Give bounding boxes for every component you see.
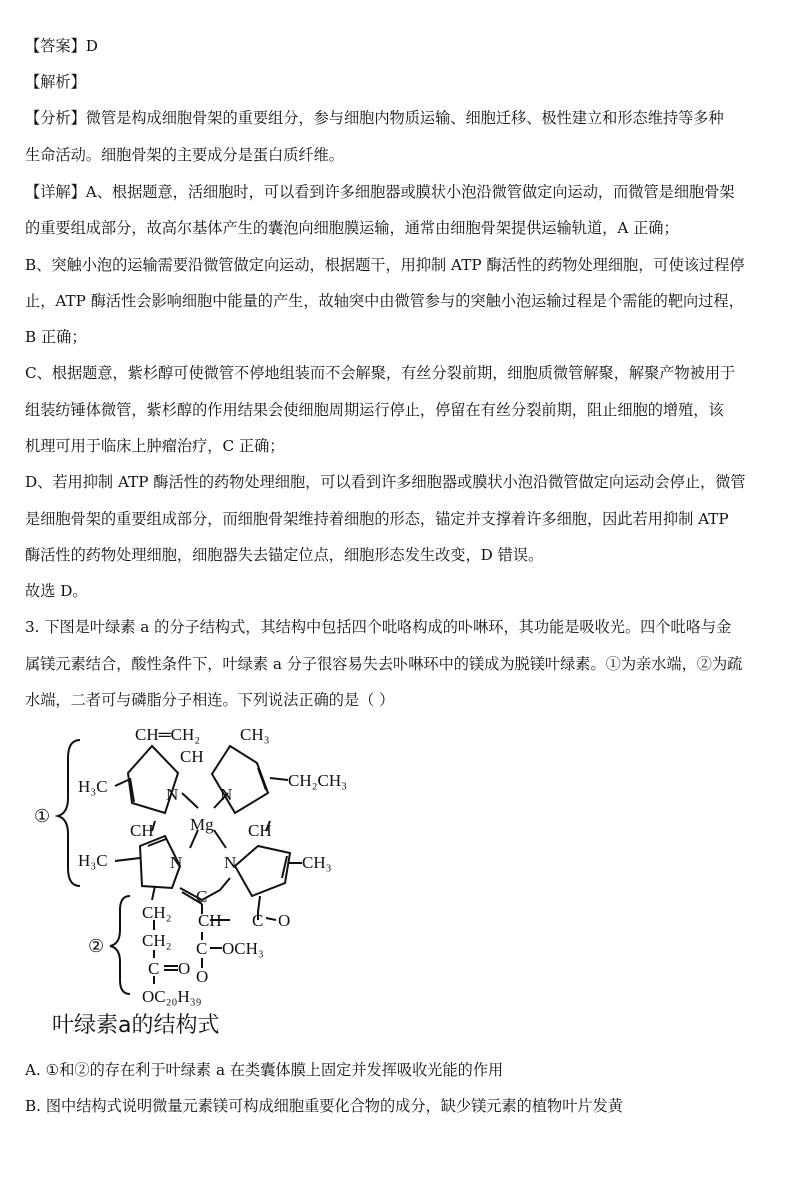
- question-line: 属镁元素结合，酸性条件下，叶绿素 a 分子很容易失去卟啉环中的镁成为脱镁叶绿素。①为亲水端，②为疏: [25, 655, 743, 673]
- label-och3: OCH₃: [222, 939, 264, 958]
- figure-caption: 叶绿素a的结构式: [52, 1013, 220, 1038]
- bracket-region-1: [58, 740, 80, 886]
- label-h3c-1: H₃C: [78, 777, 108, 796]
- label-ch2-1: CH₂: [142, 903, 172, 922]
- option-b: B. 图中结构式说明微量元素镁可构成细胞重要化合物的成分，缺少镁元素的植物叶片发黄: [25, 1097, 623, 1115]
- atom-labels: [34, 725, 347, 1006]
- detail-line: 故选 D。: [25, 582, 88, 600]
- label-ch-left: CH: [130, 821, 154, 840]
- label-ch3-top: CH₃: [240, 725, 270, 744]
- label-vinyl: CH═CH₂: [135, 725, 201, 744]
- detail-line: D、若用抑制 ATP 酶活性的药物处理细胞，可以看到许多细胞器或膜状小泡沿微管做定向运动会停止，微管: [25, 473, 746, 491]
- label-n4: N: [224, 853, 237, 872]
- label-o-keto: O: [278, 911, 291, 930]
- detail-line: 的重要组成部分，故高尔基体产生的囊泡向细胞膜运输，通常由细胞骨架提供运输轨道，A 正确；: [25, 219, 679, 237]
- answer-line: 【答案】D: [25, 37, 98, 55]
- label-ch-right: CH: [248, 821, 272, 840]
- label-c-keto: C: [252, 911, 264, 930]
- analysis-heading: 【解析】: [25, 73, 86, 91]
- label-c-mid: C: [196, 887, 208, 906]
- detail-line: 酶活性的药物处理细胞，细胞器失去锚定位点，细胞形态发生改变，D 错误。: [25, 546, 544, 564]
- question-line: 3. 下图是叶绿素 a 的分子结构式，其结构中包括四个吡咯构成的卟啉环，其功能是吸收光。四个吡咯与金: [25, 618, 732, 636]
- label-region-2: ②: [88, 936, 105, 956]
- label-n1: N: [166, 785, 179, 804]
- label-o-phytyl: O: [178, 959, 191, 978]
- detail-line: C、根据题意，紫杉醇可使微管不停地组装而不会解聚，有丝分裂前期，细胞质微管解聚，解聚产物被用于: [25, 364, 736, 382]
- option-a: A. ①和②的存在利于叶绿素 a 在类囊体膜上固定并发挥吸收光能的作用: [25, 1061, 504, 1079]
- label-ch-top: CH: [180, 747, 204, 766]
- label-n2: N: [220, 785, 233, 804]
- label-h3c-2: H₃C: [78, 851, 108, 870]
- detail-line: 是细胞骨架的重要组成部分，而细胞骨架维持着细胞的形态，锚定并支撑着许多细胞，因此若用抑制 ATP: [25, 510, 729, 528]
- label-c-ester: C: [196, 939, 208, 958]
- question-line: 水端，二者可与磷脂分子相连。下列说法正确的是（ ）: [25, 691, 395, 709]
- label-c-phytyl: C: [148, 959, 160, 978]
- detail-line: 止，ATP 酶活性会影响细胞中能量的产生，故轴突中由微管参与的突触小泡运输过程是个需能的靶向过程，: [25, 292, 744, 310]
- label-ch2-2: CH₂: [142, 931, 172, 950]
- detail-line: 【详解】A、根据题意，活细胞时，可以看到许多细胞器或膜状小泡沿微管做定向运动，而微管是细胞骨架: [25, 183, 735, 201]
- label-ch3-right: CH₃: [302, 853, 332, 872]
- detail-line: 机理可用于临床上肿瘤治疗，C 正确；: [25, 437, 285, 455]
- label-mg: Mg: [190, 815, 214, 834]
- label-n3: N: [170, 853, 183, 872]
- detail-line: 组装纺锤体微管，紫杉醇的作用结果会使细胞周期运行停止，停留在有丝分裂前期，阻止细胞的增殖，该: [25, 401, 724, 419]
- label-ethyl: CH₂CH₃: [288, 771, 348, 790]
- label-region-1: ①: [34, 806, 51, 826]
- analysis-line: 生命活动。细胞骨架的主要成分是蛋白质纤维。: [25, 146, 344, 164]
- label-oc20h39: OC₂₀H₃₉: [142, 987, 202, 1006]
- detail-line: B、突触小泡的运输需要沿微管做定向运动，根据题干，用抑制 ATP 酶活性的药物处理细胞，可使该过程停: [25, 256, 745, 274]
- detail-line: B 正确；: [25, 328, 87, 346]
- chlorophyll-structure-diagram: [30, 718, 360, 1018]
- bracket-region-2: [110, 896, 130, 994]
- label-ch-keto: CH: [198, 911, 222, 930]
- label-o-low: O: [196, 967, 209, 986]
- analysis-line: 【分析】微管是构成细胞骨架的重要组分，参与细胞内物质运输、细胞迁移、极性建立和形态维持等多种: [25, 109, 724, 127]
